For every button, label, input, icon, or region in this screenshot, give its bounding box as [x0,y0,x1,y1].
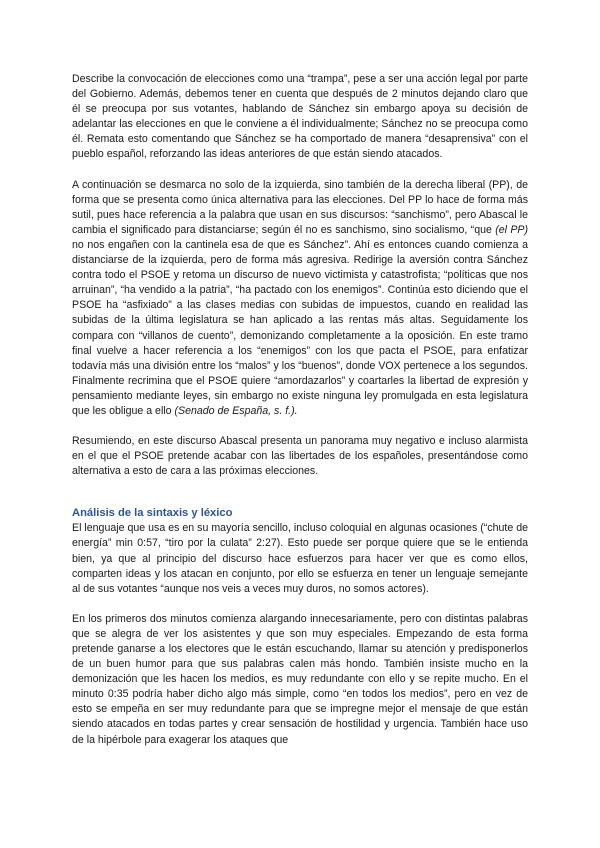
paragraph-desmarca-part-2: no nos engañen con la cantinela esa de que es Sánchez”. Ahí es entonces cuando comienza a distanciarse de la izquierda, pero de forma más agresiva. Redirige la aversión contra Sánchez contra todo el PSOE y retoma un discurso de nuevo victimista y catastrofista; “políticas que nos arruinan”, “ha vendido a la patria”, “ha pactado con los enemigos”. Continúa esto diciendo que el PSOE ha “asfixiado” a las clases medias con subidas de impuestos, cuando en realidad las subidas de la última legislatura se han aplicado a las rentas más altas. Seguidamente los compara con “villanos de cuento”, demonizando completamente a la oposición. En este tramo final vuelve a hacer referencia a los “enemigos” con los que pacta el PSOE, para enfatizar todavía más una división entre los “malos” y los “buenos”, donde VOX pertenece a los segundos. Finalmente recrimina que el PSOE quiere “amordazarlos” y coartarles la libertad de expresión y pensamiento mediante leyes, sin embargo no existe ninguna ley promulgada en esta legislatura que les obligue a ello [72,238,528,417]
document-body [72,72,528,748]
section-heading: Análisis de la sintaxis y léxico [72,507,233,520]
paragraph-desmarca [72,178,528,420]
paragraph-primeros-minutos: En los primeros dos minutos comienza alargando innecesariamente, pero con distintas palabras que se alegra de ver los asistentes y que son muy especiales. Empezando de esta forma pretende ganarse a los electores que le están escuchando, llamar su atención y predisponerlos de un buen humor para que sus palabras calen más hondo. También insiste mucho en la demonización que les hacen los medios, es muy redundante con ello y se repite mucho. En el minuto 0:35 podría haber dicho algo más simple, como “en todos los medios”, pero en vez de esto se empeña en ser muy redundante para que se impregne mejor el mensaje de que están siendo atacados en todas partes y crear sensación de hostilidad y urgencia. También hace uso de la hipérbole para exagerar los ataques que [72,612,528,746]
paragraph-desmarca-part-1: A continuación se desmarca no solo de la izquierda, sino también de la derecha liberal (PP), de forma que se presenta como única alternativa para las elecciones. Del PP lo hace de forma más sutil, pues hace referencia a la palabra que usan en sus discursos: “sanchismo”, pero Abascal le cambia el significado para distanciarse; según él no es sanchismo, sino socialismo, “que [72,178,528,236]
paragraph-desmarca-emphasis: (el PP) [495,223,528,236]
paragraph-resumiendo: Resumiendo, en este discurso Abascal presenta un panorama muy negativo e incluso alarmista en el que el PSOE pretende acabar con las libertades de los españoles, presentándose como alternativa a esto de cara a las próximas elecciones. [72,435,528,478]
paragraph-lenguaje: El lenguaje que usa es en su mayoría sencillo, incluso coloquial en algunas ocasiones (“chute de energía” min 0:57, “tiro por la culata” 2:27). Esto puede ser porque quiere que se le entienda bien, ya que al principio del discurso hace esfuerzos para hacer ver que es como ellos, comparten ideas y los atacan en conjunto, por ello se esfuerza en tener un lenguaje semejante al de sus votantes “aunque nos veis a veces muy duros, no somos actores). [72,522,528,595]
citation: (Senado de España, s. f.). [174,404,298,417]
paragraph-trampa: Describe la convocación de elecciones como una “trampa”, pese a ser una acción legal por parte del Gobierno. Además, debemos tener en cuenta que después de 2 minutos dejando claro que él se preocupa por sus votantes, hablando de Sánchez sin embargo apoya su decisión de adelantar las elecciones en que le conviene a él individualmente; Sánchez no se preocupa como él. Remata esto comentando que Sánchez se ha comportado de manera “desaprensiva” con el pueblo español, reforzando las ideas anteriores de que están siendo atacados. [72,73,528,161]
